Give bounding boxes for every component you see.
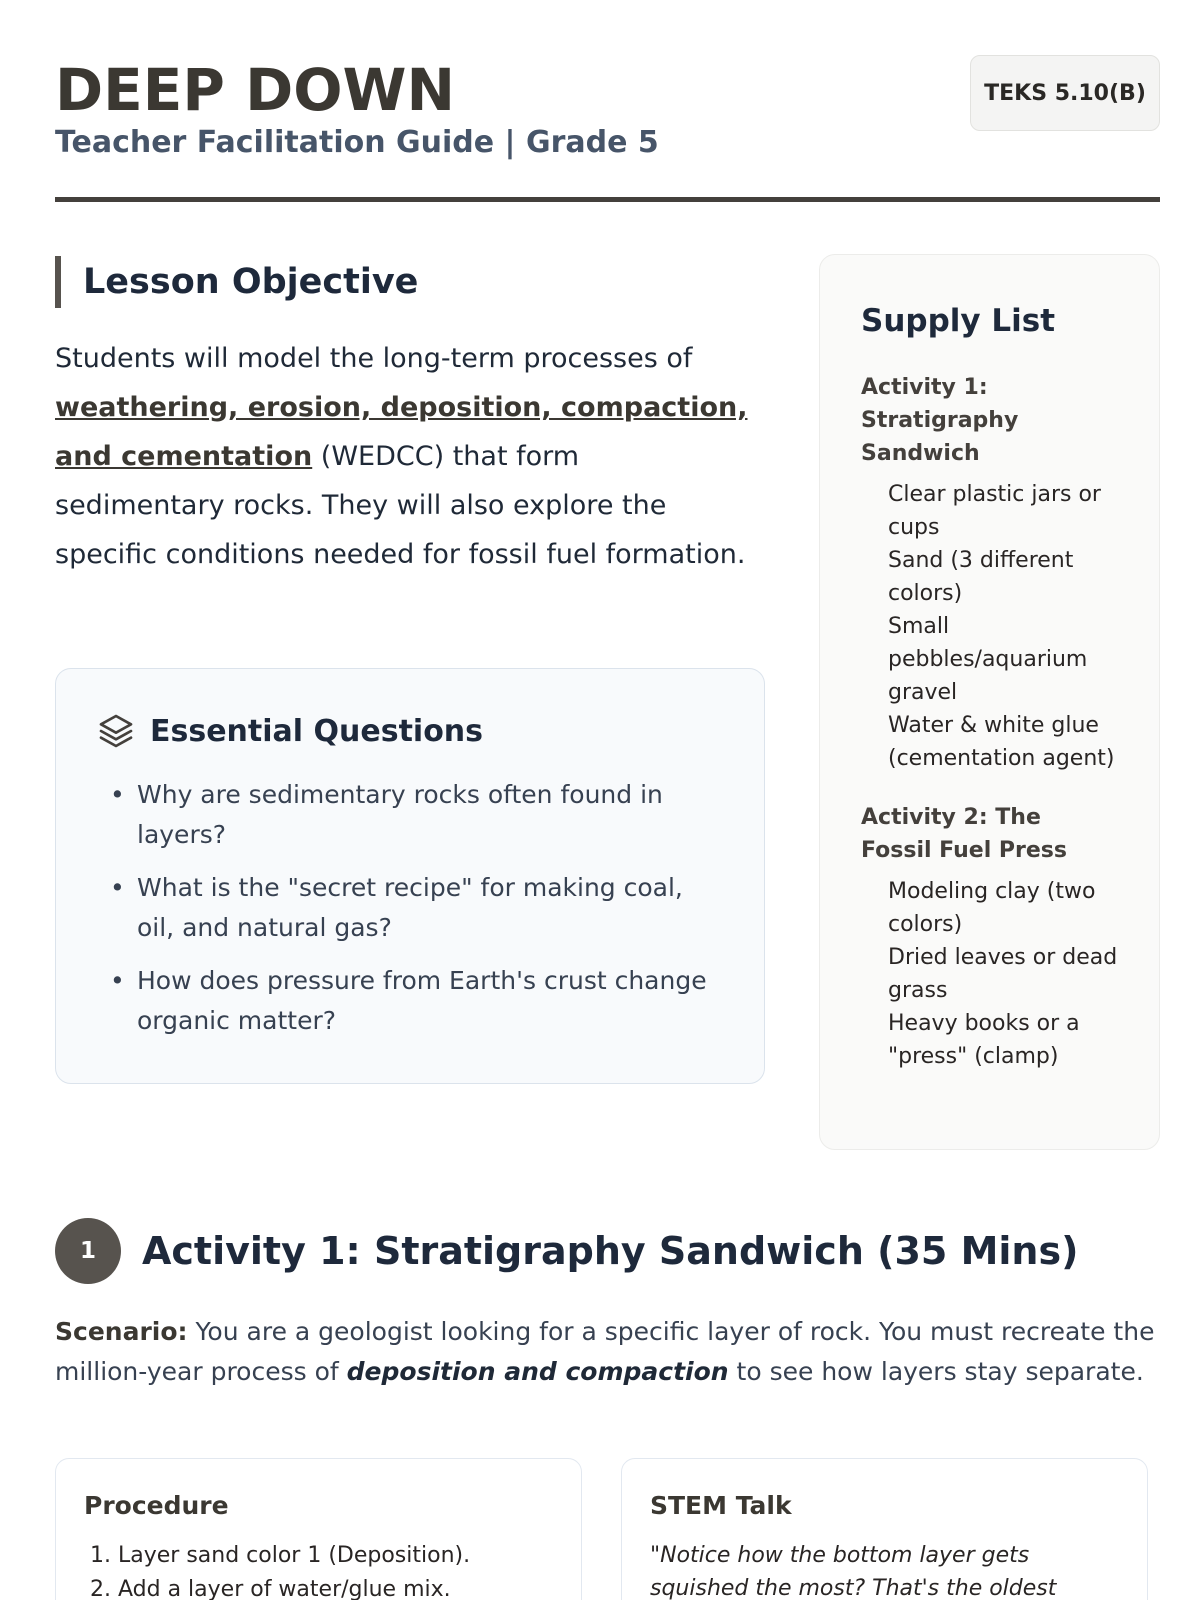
list-item: Dried leaves or dead grass bbox=[888, 945, 1118, 1003]
supply-group-activity-1 bbox=[861, 371, 1119, 775]
list-item: Water & white glue (cementation agent) bbox=[888, 713, 1115, 771]
supply-list-panel bbox=[819, 254, 1160, 1150]
list-item: 2. Add a layer of water/glue mix. bbox=[90, 1577, 451, 1600]
procedure-steps bbox=[84, 1539, 553, 1600]
procedure-card bbox=[55, 1458, 582, 1600]
list-item: Sand (3 different colors) bbox=[888, 548, 1074, 606]
lesson-objective-text bbox=[55, 334, 755, 579]
essential-questions-header bbox=[96, 709, 724, 753]
layers-icon bbox=[96, 711, 136, 751]
activity-1-header bbox=[55, 1218, 1078, 1284]
activity-number-badge: 1 bbox=[55, 1218, 121, 1284]
list-item: Modeling clay (two colors) bbox=[888, 879, 1096, 937]
essential-questions-title: Essential Questions bbox=[150, 713, 484, 749]
supply-items bbox=[861, 478, 1119, 775]
list-item: • Why are sedimentary rocks often found in layers? bbox=[96, 775, 724, 855]
list-item: Heavy books or a "press" (clamp) bbox=[888, 1011, 1080, 1069]
activity-1-title: Activity 1: Stratigraphy Sandwich (35 Mins) bbox=[142, 1229, 1079, 1273]
scenario-text-after: to see how layers stay separate. bbox=[728, 1357, 1144, 1386]
page bbox=[55, 0, 1160, 1600]
objective-key-terms: weathering, erosion, deposition, compaction, and cementation bbox=[55, 392, 748, 472]
standard-badge: TEKS 5.10(B) bbox=[970, 55, 1160, 131]
list-item: 1. Layer sand color 1 (Deposition). bbox=[90, 1543, 471, 1568]
list-item: • What is the "secret recipe" for making coal, oil, and natural gas? bbox=[96, 868, 724, 948]
supply-items bbox=[861, 875, 1119, 1073]
page-title: DEEP DOWN bbox=[55, 56, 456, 124]
page-subtitle: Teacher Facilitation Guide | Grade 5 bbox=[55, 125, 659, 160]
activity-1-scenario bbox=[55, 1312, 1165, 1392]
scenario-label: Scenario: bbox=[55, 1317, 188, 1346]
objective-text-before: Students will model the long-term processes of bbox=[55, 343, 693, 374]
scenario-emphasis: deposition and compaction bbox=[346, 1357, 729, 1386]
supply-group-title: Activity 2: The Fossil Fuel Press bbox=[861, 805, 1067, 863]
lesson-objective-heading: Lesson Objective bbox=[55, 256, 418, 308]
supply-list-title: Supply List bbox=[861, 303, 1056, 339]
supply-group-title: Activity 1: Stratigraphy Sandwich bbox=[861, 375, 1019, 466]
stem-talk-card bbox=[621, 1458, 1148, 1600]
stem-talk-title: STEM Talk bbox=[650, 1491, 792, 1520]
scenario-text-before: You are a geologist looking for a specific layer of rock. You must recreate the million-year process of bbox=[55, 1317, 1155, 1386]
essential-questions-card bbox=[55, 668, 765, 1084]
list-item: Small pebbles/aquarium gravel bbox=[888, 614, 1088, 705]
stem-talk-quote: "Notice how the bottom layer gets squished the most? That's the oldest bbox=[650, 1543, 1057, 1600]
supply-group-activity-2 bbox=[861, 801, 1119, 1073]
objective-text-after: (WEDCC) that form sedimentary rocks. They will also explore the specific conditions needed for fossil fuel formation. bbox=[55, 441, 746, 570]
list-item: • How does pressure from Earth's crust change organic matter? bbox=[96, 961, 724, 1041]
essential-questions-list bbox=[96, 775, 724, 1041]
list-item: Clear plastic jars or cups bbox=[888, 482, 1101, 540]
header bbox=[55, 50, 1160, 202]
procedure-title: Procedure bbox=[84, 1491, 229, 1520]
